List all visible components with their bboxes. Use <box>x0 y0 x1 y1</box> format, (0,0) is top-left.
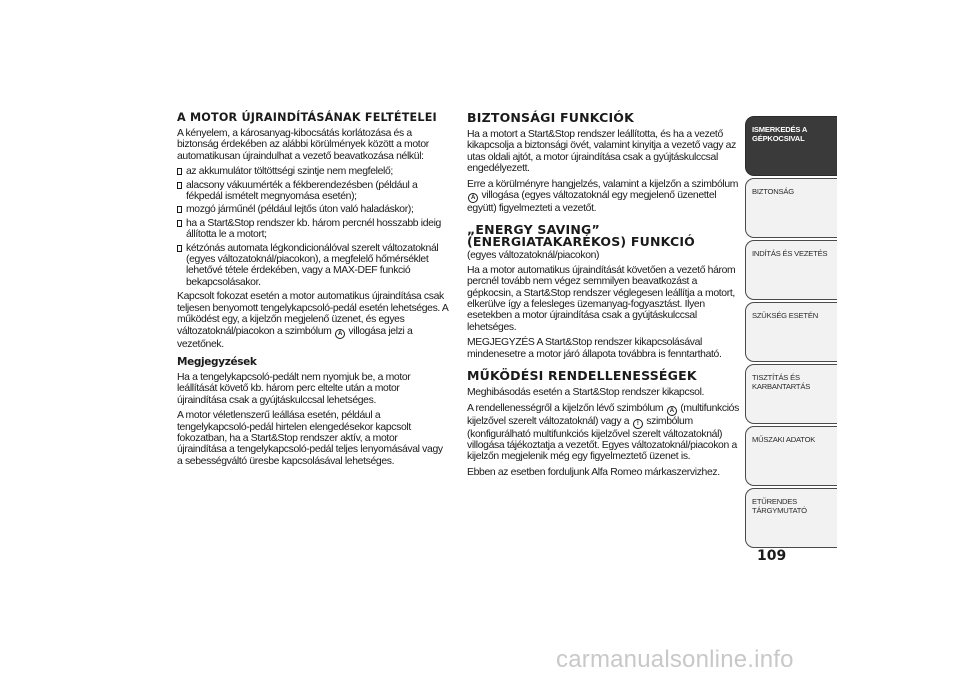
fault-paragraph-2: A rendellenességről a kijelzőn lévő szimbólum A (multifunkciós kijelzővel szerelt változatoknál) vagy a ! szimbólum (konfigurálható multifunkciós kijelzővel szerelt változatoknál) villogása tájékoztatja a vezetőt. Egyes változatoknál/piacokon a kijelzőn megjelenik még egy figyelmeztető üzenet is. <box>467 402 739 463</box>
tab-inditas-es-vezetes[interactable]: INDÍTÁS ÉS VEZETÉS <box>745 240 837 300</box>
safety-functions-title: BIZTONSÁGI FUNKCIÓK <box>467 110 635 125</box>
checkbox-bullet-icon <box>177 168 182 175</box>
restart-conditions-list <box>177 166 449 288</box>
warning-symbol-icon: ! <box>633 419 643 429</box>
tab-tisztitas-es-karbantartas[interactable]: TISZTÍTÁS ÉS KARBANTARTÁS <box>745 364 837 424</box>
list-item: ha a Start&Stop rendszer kb. három percnél hosszabb ideig állította le a motort; <box>177 218 449 241</box>
list-item: kétzónás automata légkondicionálóval szerelt változatoknál (egyes változatoknál/piacokon), a megfelelő hőmérséklet lehetővé tétele érdekében, vagy a MAX-DEF funkció bekapcsolásakor. <box>177 243 449 289</box>
list-item: alacsony vákuumérték a fékberendezésben (például a fékpedál ismételt megnyomása esetén); <box>177 180 449 203</box>
tab-targymutato[interactable]: ETŰRENDES TÁRGYMUTATÓ <box>745 488 837 548</box>
fault-paragraph-1: Meghibásodás esetén a Start&Stop rendszer kikapcsol. <box>467 387 705 399</box>
malfunctions-title: MŰKÖDÉSI RENDELLENESSÉGEK <box>467 368 697 384</box>
energy-paragraph-2: MEGJEGYZÉS A Start&Stop rendszer kikapcsolásával mindenesetre a motor járó állapota továbbra is fenntartható. <box>467 337 722 360</box>
energy-saving-subtitle: (egyes változatoknál/piacokon) <box>467 250 600 262</box>
note-1: Ha a tengelykapcsoló-pedált nem nyomjuk be, a motor leállítását követő kb. három perc eltelte után a motor újraindítása csak a gyújtáskulccsal lehetséges. <box>177 371 411 406</box>
safety-paragraph-1: Ha a motort a Start&Stop rendszer leállította, és ha a vezető kikapcsolja a biztonsági övét, valamint kinyitja a vezető vagy az utas oldali ajtót, a motor újraindítása csak a gyújtáskulccsal engedélyezett. <box>467 129 736 175</box>
right-column <box>467 112 739 482</box>
start-stop-symbol-icon: A <box>468 193 478 203</box>
notes-title: Megjegyzések <box>177 355 257 368</box>
tab-biztonsag[interactable]: BIZTONSÁG <box>745 178 837 238</box>
watermark: carmanualsonline.info <box>556 646 794 673</box>
note-2: A motor véletlenszerű leállása esetén, például a tengelykapcsoló-pedál hirtelen elengedésekor kapcsolt fokozatban, ha a Start&Stop rendszer aktív, a motor újraindítása a tengelykapcsoló-pedál teljes lenyomásával vagy a sebességváltó üresbe kapcsolásával lehetséges. <box>177 410 443 467</box>
start-stop-symbol-icon: A <box>335 329 345 339</box>
list-item: az akkumulátor töltöttségi szintje nem megfelelő; <box>177 166 449 177</box>
tab-muszaki-adatok[interactable]: MŰSZAKI ADATOK <box>745 426 837 486</box>
left-column <box>177 112 449 471</box>
chapter-tabs <box>745 116 837 550</box>
checkbox-bullet-icon <box>177 182 182 189</box>
checkbox-bullet-icon <box>177 206 182 213</box>
list-item: mozgó járműnél (például lejtős úton való haladáskor); <box>177 204 449 215</box>
tab-ismerkedes[interactable]: ISMERKEDÉS A GÉPKOCSIVAL <box>745 116 837 176</box>
energy-paragraph-1: Ha a motor automatikus újraindítását követően a vezető három percnél tovább nem végez semmilyen beavatkozást a gépkocsin, a Start&Stop rendszer véglegesen leállítja a motort, elkerülve így a felesleges üzemanyag-fogyasztást. Ilyen esetekben a motor újraindítása csak a gyújtáskulccsal lehetséges. <box>467 264 736 333</box>
energy-saving-title: „ENERGY SAVING” (ENERGIATAKARÉKOS) FUNKCIÓ <box>467 222 695 250</box>
restart-gear-paragraph: Kapcsolt fokozat esetén a motor automatikus újraindítása csak teljesen benyomott tengelykapcsoló-pedál esetén lehetséges. A működést egy, a kijelzőn megjelenő üzenet, és egyes változatoknál/piacokon a szimbólum A villogása jelzi a vezetőnek. <box>177 291 448 350</box>
page-number: 109 <box>757 548 787 564</box>
checkbox-bullet-icon <box>177 220 182 227</box>
safety-paragraph-2: Erre a körülményre hangjelzés, valamint a kijelzőn a szimbólum A villogása (egyes változatoknál egy megjelenő üzenettel együtt) figyelmezteti a vezetőt. <box>467 178 739 215</box>
restart-intro: A kényelem, a károsanyag-kibocsátás korlátozása és a biztonság érdekében az alábbi körülmények között a motor automatikusan újraindulhat a vezető beavatkozása nélkül: <box>177 128 429 162</box>
restart-conditions-title: A MOTOR ÚJRAINDÍTÁSÁNAK FELTÉTELEI <box>177 111 437 124</box>
fault-paragraph-3: Ebben az esetben forduljunk Alfa Romeo márkaszervizhez. <box>467 466 720 478</box>
start-stop-symbol-icon: A <box>667 406 677 416</box>
tab-szukseg-eseten[interactable]: SZÜKSÉG ESETÉN <box>745 302 837 362</box>
checkbox-bullet-icon <box>177 245 182 252</box>
